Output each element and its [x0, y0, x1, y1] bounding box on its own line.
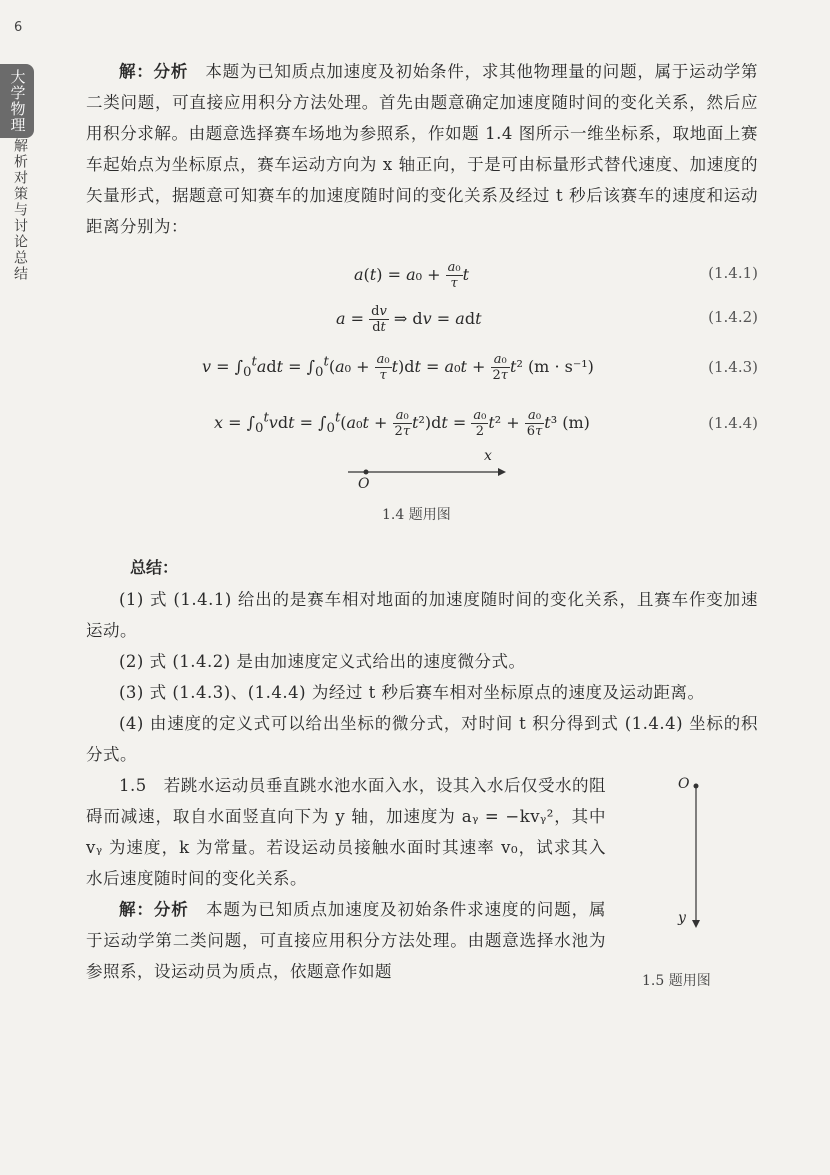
summary-item: (1) 式 (1.4.1) 给出的是赛车相对地面的加速度随时间的变化关系，且赛车作变加速运动。	[86, 590, 758, 640]
page-content	[86, 56, 758, 987]
equation-number: (1.4.3)	[708, 358, 758, 376]
equation-3-formula: $v = \int_0^tadt = \int_0^t(a_0$ + $\frac{\text{a₀}}{\tau}$ t)dt = a₀t + $\frac{\text{a₀}}{2\tau}$ t² (m · s⁻¹)	[202, 352, 594, 383]
summary-item: (4) 由速度的定义式可以给出坐标的微分式，对时间 t 积分得到式 (1.4.4) 坐标的积分式。	[86, 714, 758, 764]
intro-text: 本题为已知质点加速度及初始条件，求其他物理量的问题，属于运动学第二类问题，可直接应用积分方法处理。首先由题意确定加速度随时间的变化关系，然后应用积分求解。由题意选择赛车场地为参照系，作如题 1.4 图所示一维坐标系，取地面上赛车起始点为坐标原点，赛车运动方向为 x 轴正向，于是可由标量形式替代速度、加速度的矢量形式，据题意可知赛车的加速度随时间的变化关系及经过 t 秒后该赛车的速度和运动距离分别为：	[86, 62, 759, 236]
equation-4-formula: $x = \int_0^tvdt = \int_0^t(a_0t$ + $\frac{\text{a₀}}{2\tau}$ t²)dt = $\frac{\text{a₀}}{2}$ t² + $\frac{\text{a₀}}{6\tau}$ t³ (m)	[214, 408, 590, 439]
equation-number: (1.4.1)	[708, 264, 758, 282]
side-subtitle: 解析对策与讨论总结	[12, 138, 28, 282]
equation-3	[86, 342, 758, 398]
figure-caption: 1.4 题用图	[382, 507, 451, 523]
problem-text-block	[86, 770, 606, 987]
axis-label: x	[484, 448, 492, 464]
fraction: $\frac{\text{a₀}}{\tau}$	[447, 260, 461, 291]
fraction: $\frac{\text{a₀}}{2\tau}$	[492, 352, 508, 383]
solution-label: 解：分析	[119, 62, 189, 81]
figure-1-4	[86, 448, 758, 534]
origin-label: O	[358, 476, 370, 492]
equation-1-formula: a(t) = a₀ + $\frac{\text{a₀}}{\tau}$ t	[354, 260, 470, 291]
equation-4	[86, 398, 758, 454]
summary-title: 总结：	[130, 558, 179, 577]
figure-caption: 1.5 题用图	[642, 973, 711, 989]
equation-number: (1.4.4)	[708, 414, 758, 432]
solution-label: 解：分析	[119, 900, 189, 919]
fraction: $\frac{\text{a₀}}{6\tau}$	[526, 408, 543, 439]
equation-1	[86, 254, 758, 298]
problem-statement: 1.5 若跳水运动员垂直跳水池水面入水，设其入水后仅受水的阻碍而减速，取自水面竖直向下为 y 轴，加速度为 aᵧ = −kvᵧ²，其中 vᵧ 为速度，k 为常量。若设运动员接触水面时其速率 v₀，试求其入水后速度随时间的变化关系。	[86, 776, 606, 888]
equation-number: (1.4.2)	[708, 308, 758, 326]
problem-1-5	[86, 770, 758, 987]
axis-label: y	[678, 910, 686, 926]
side-tab: 大学物理	[0, 64, 34, 138]
summary-item: (2) 式 (1.4.2) 是由加速度定义式给出的速度微分式。	[119, 652, 526, 671]
coordinate-axis-diagram	[86, 454, 758, 504]
origin-label: O	[678, 776, 690, 792]
figure-1-5	[646, 770, 756, 990]
fraction: $\frac{dv}{dt}$	[371, 304, 387, 335]
fraction: $\frac{\text{a₀}}{2}$	[473, 408, 487, 439]
fraction: $\frac{\text{a₀}}{2\tau}$	[394, 408, 411, 439]
intro-paragraph	[86, 56, 758, 242]
solution-paragraph	[86, 894, 606, 987]
fraction: $\frac{\text{a₀}}{\tau}$	[376, 352, 390, 383]
solution-text: 本题为已知质点加速度及初始条件求速度的问题，属于运动学第二类问题，可直接应用积分方法处理。由题意选择水池为参照系，设运动员为质点，依题意作如题	[86, 900, 607, 981]
page-number: 6	[14, 20, 23, 35]
vertical-axis-diagram	[646, 770, 756, 950]
equation-2-formula: a = $\frac{dv}{dt}$ ⇒ dv = adt	[336, 304, 482, 335]
summary-item: (3) 式 (1.4.3)、(1.4.4) 为经过 t 秒后赛车相对坐标原点的速度及运动距离。	[119, 683, 705, 702]
equation-2	[86, 298, 758, 342]
